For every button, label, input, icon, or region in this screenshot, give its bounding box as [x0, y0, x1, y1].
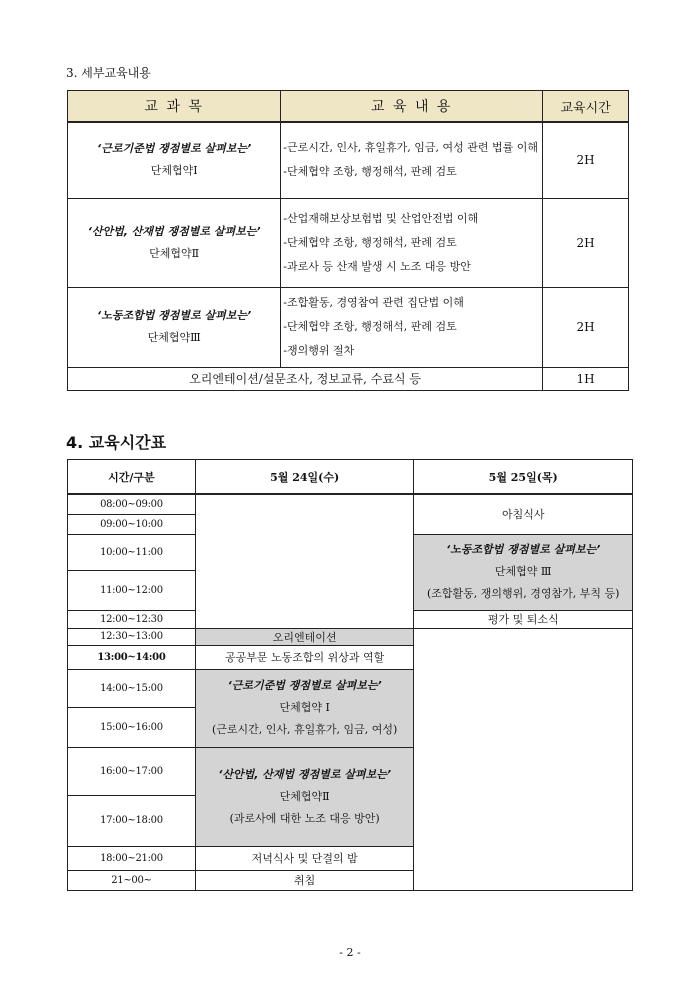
block-note: (과로사에 대한 노조 대응 방안)	[229, 811, 380, 825]
subject-cell	[68, 122, 281, 198]
block-sub: 단체협약Ⅱ	[279, 789, 330, 803]
schedule-table	[67, 459, 633, 891]
footer-label: 오리엔테이션/설문조사, 정보교류, 수료식 등	[68, 367, 543, 390]
content-cell	[281, 122, 543, 198]
breakfast-cell: 아침식사	[414, 494, 633, 534]
time-cell: 08:00~09:00	[68, 494, 196, 514]
section4-title: 4. 교육시간표	[66, 433, 167, 452]
schedule-header-row	[68, 460, 633, 495]
block-sub: 단체협약 Ⅲ	[494, 565, 552, 578]
subject-title: ‘근로기준법 쟁점별로 살펴보는’	[97, 142, 252, 156]
orientation-cell: 오리엔테이션	[195, 628, 414, 645]
subject-cell	[68, 198, 281, 287]
content-line: -조합활동, 경영참여 관련 집단법 이해	[283, 296, 464, 309]
time-cell: 09:00~10:00	[68, 514, 196, 534]
content-line: -단체협약 조항, 행정해석, 판례 검토	[283, 320, 457, 333]
header-day2: 5월 25일(목)	[414, 460, 633, 495]
time-cell: 11:00~12:00	[68, 570, 196, 610]
time-cell: 16:00~17:00	[68, 747, 196, 795]
content-line: -단체협약 조항, 행정해석, 판례 검토	[283, 165, 457, 179]
content-line: -쟁의행위 절차	[283, 344, 355, 357]
subject-cell	[68, 287, 281, 367]
header-hours: 교육시간	[543, 91, 629, 123]
footer-row	[68, 367, 629, 390]
time-cell: 17:00~18:00	[68, 795, 196, 846]
block-note: (근로시간, 인사, 휴일휴가, 임금, 여성)	[211, 723, 398, 736]
time-cell: 12:30~13:00	[68, 628, 196, 645]
block-title: ‘노동조합법 쟁점별로 살펴보는’	[446, 543, 601, 556]
subject-sub: 단체협약Ⅲ	[147, 331, 201, 344]
day2-session-block	[414, 534, 633, 610]
day1-session-block-1	[195, 669, 414, 747]
block-title: ‘근로기준법 쟁점별로 살펴보는’	[227, 679, 382, 692]
table-header-row	[68, 91, 629, 123]
hours-cell: 2H	[543, 198, 629, 287]
subject-title: ‘산안법, 산재법 쟁점별로 살펴보는’	[87, 224, 261, 238]
hours-cell: 2H	[543, 122, 629, 198]
block-sub: 단체협약 Ⅰ	[279, 701, 330, 714]
table-row	[68, 287, 629, 367]
table-row	[68, 494, 633, 514]
table-row	[68, 122, 629, 198]
subject-title: ‘노동조합법 쟁점별로 살펴보는’	[97, 309, 252, 322]
course-content-table	[67, 90, 629, 391]
content-cell	[281, 287, 543, 367]
time-cell: 12:00~12:30	[68, 610, 196, 628]
header-subject: 교 과 목	[68, 91, 281, 123]
content-line: -근로시간, 인사, 휴일휴가, 임금, 여성 관련 법률 이해	[283, 141, 538, 155]
day2-empty-cell	[414, 628, 633, 890]
content-line: -단체협약 조항, 행정해석, 판례 검토	[283, 235, 457, 249]
time-cell: 15:00~16:00	[68, 707, 196, 747]
sleep-cell: 취침	[195, 870, 414, 890]
block-note: (조합활동, 쟁의행위, 경영참가, 부칙 등)	[426, 587, 620, 600]
subject-sub: 단체협약Ⅱ	[149, 246, 200, 260]
time-cell: 10:00~11:00	[68, 534, 196, 570]
content-line: -산업재해보상보험법 및 산업안전법 이해	[283, 211, 479, 225]
time-cell: 13:00~14:00	[68, 645, 196, 669]
header-content: 교 육 내 용	[281, 91, 543, 123]
content-line: -과로사 등 산재 발생 시 노조 대응 방안	[283, 259, 471, 273]
day1-empty-cell	[195, 494, 414, 628]
closing-cell: 평가 및 퇴소식	[414, 610, 633, 628]
day1-session-block-2	[195, 747, 414, 846]
table-row	[68, 628, 633, 645]
time-cell: 21~00~	[68, 870, 196, 890]
time-cell: 18:00~21:00	[68, 846, 196, 870]
content-cell	[281, 198, 543, 287]
block-title: ‘산안법, 산재법 쟁점별로 살펴보는’	[218, 767, 392, 781]
lecture-cell: 공공부문 노동조합의 위상과 역할	[195, 645, 414, 669]
page-number: - 2 -	[339, 946, 361, 959]
section3-title: 3. 세부교육내용	[66, 66, 151, 80]
header-time: 시간/구분	[68, 460, 196, 495]
header-day1: 5월 24일(수)	[195, 460, 414, 495]
hours-cell: 2H	[543, 287, 629, 367]
time-cell: 14:00~15:00	[68, 669, 196, 707]
dinner-cell: 저녁식사 및 단결의 밤	[195, 846, 414, 870]
footer-hours: 1H	[543, 367, 629, 390]
subject-sub: 단체협약Ⅰ	[150, 164, 198, 178]
table-row	[68, 198, 629, 287]
